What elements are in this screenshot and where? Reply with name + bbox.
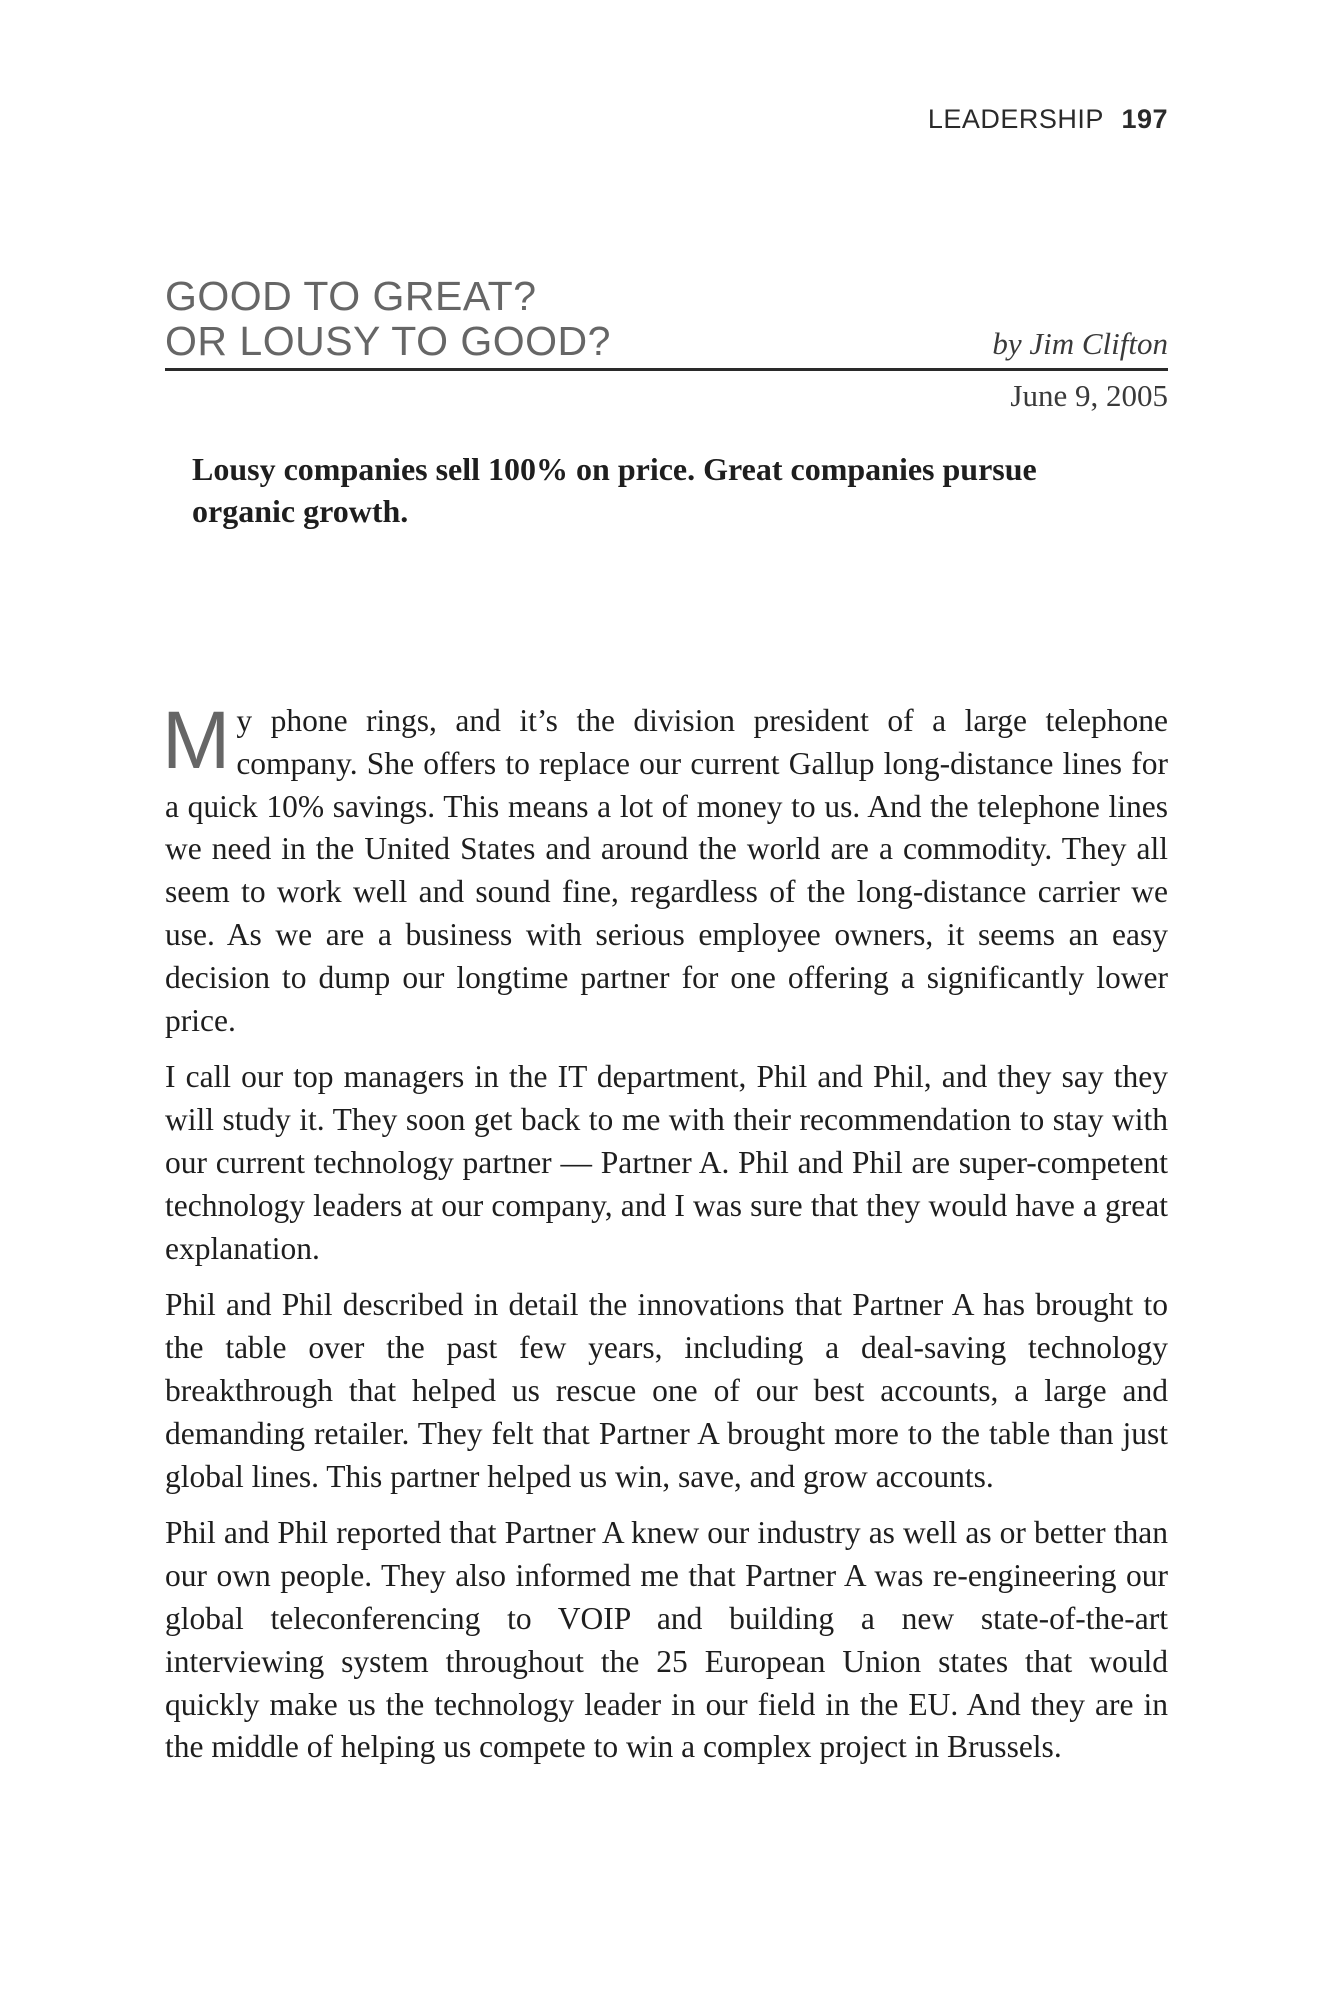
running-head-section: LEADERSHIP <box>927 104 1104 134</box>
body-paragraph-1 <box>162 695 1168 1042</box>
page-number: 197 <box>1121 104 1168 134</box>
body-paragraph-1-text: y phone rings, and it’s the division president of a large telephone company. She offers to replace our current Gallup long-distance lines for a quick 10% savings. This means a lot of money to us. And the telephone lines we need in the United States and around the world are a commodity. They all seem to work well and sound fine, regardless of the long-distance carrier we use. As we are a business with serious employee owners, it seems an easy decision to dump our longtime partner for one offering a significantly lower price. <box>165 703 1168 1038</box>
article-title-line-1: GOOD TO GREAT? <box>165 273 537 319</box>
byline: by Jim Clifton <box>992 326 1168 361</box>
running-head <box>928 104 1168 135</box>
article-body <box>162 695 1168 1783</box>
body-paragraph-3: Phil and Phil described in detail the innovations that Partner A has brought to the table over the past few years, including a deal-saving technology breakthrough that helped us rescue one of our best accounts, a large and demanding retailer. They felt that Partner A brought more to the table than just global lines. This partner helped us win, save, and grow accounts. <box>165 1287 1168 1494</box>
body-paragraph-2: I call our top managers in the IT department, Phil and Phil, and they say they will study it. They soon get back to me with their recommendation to stay with our current technology partner — Partner A. Phil and Phil are super-competent technology leaders at our company, and I was sure that they would have a great explanation. <box>165 1059 1168 1266</box>
body-paragraph-4: Phil and Phil reported that Partner A knew our industry as well as or better than our own people. They also informed me that Partner A was re-engineering our global teleconferencing to VOIP and building a new state-of-the-art interviewing system throughout the 25 European Union states that would quickly make us the technology leader in our field in the EU. And they are in the middle of helping us compete to win a complex project in Brussels. <box>165 1515 1168 1765</box>
article-title-line-2: OR LOUSY TO GOOD? <box>165 318 611 364</box>
article-title-block <box>165 274 1168 371</box>
article-date: June 9, 2005 <box>1010 378 1168 413</box>
drop-cap: M <box>162 695 231 786</box>
article-deck: Lousy companies sell 100% on price. Great companies pursue organic growth. <box>192 451 1037 529</box>
